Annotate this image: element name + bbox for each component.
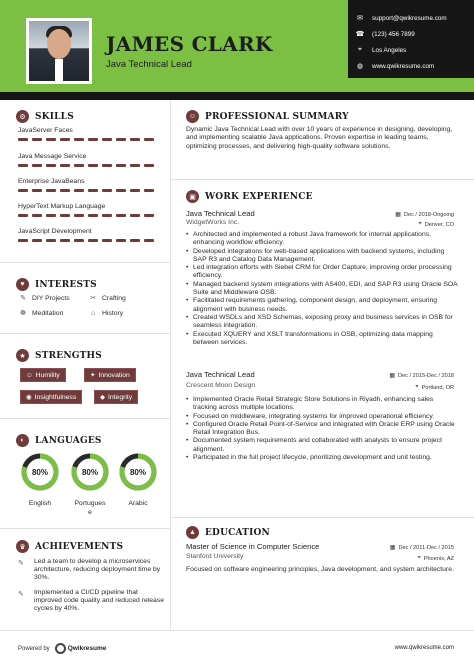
svg-text:80%: 80%: [31, 468, 49, 477]
profile-photo: [26, 18, 92, 84]
strengths-heading: ★ STRENGTHS: [16, 349, 102, 362]
education-location: ⌖ Phoenix, AZ: [417, 555, 454, 562]
globe-icon: ◍: [356, 63, 364, 70]
footer-branding[interactable]: Powered by Qwikresume: [18, 645, 107, 652]
contact-phone[interactable]: ☎ (123) 456 7899: [355, 30, 415, 38]
education-text: Focused on software engineering principles, Java development, and system architecture.: [186, 566, 454, 573]
list-item: • Managed backend system integrations with AS400, EDI, and SAP R3 using Oracle SOA Suite and Middleware OSB.: [186, 281, 458, 298]
job-company: Crescent Moon Design: [186, 382, 256, 389]
left-column: [0, 100, 170, 630]
svg-text:80%: 80%: [129, 468, 147, 477]
interest-item: ✎ DIY Projects: [18, 294, 88, 302]
list-item: • Executed XQUERY and XSLT transformations in OSB, optimizing data mapping between services.: [186, 331, 458, 348]
education-heading: ▲ EDUCATION: [186, 526, 270, 539]
skill-item: JavaScript Development: [18, 228, 158, 242]
job-company: WidgetWorks Inc.: [186, 219, 240, 226]
list-item: • Created WSDLs and XSD Schemas, exposing proxy and business services in OSB for seamless integration.: [186, 314, 458, 331]
location-icon: ⌖: [417, 555, 421, 561]
section-divider: [171, 517, 474, 518]
education-school: Stanford University: [186, 553, 244, 560]
phone-icon: ☎: [355, 31, 365, 38]
calendar-icon: ▦: [389, 545, 396, 551]
list-item: • Architected and implemented a robust Java framework for internal applications, enhancing workflow efficiency.: [186, 231, 458, 248]
strength-tag: ✦ Innovation: [84, 368, 136, 382]
languages-heading: ◐ LANGUAGES: [16, 434, 102, 447]
job-dates: ▦ Dec / 2015-Dec / 2018: [389, 372, 454, 379]
insight-icon: ◉: [26, 394, 32, 401]
qwikresume-logo-icon: [55, 643, 66, 654]
scissors-icon: ✂: [90, 295, 96, 302]
skill-item: Enterprise JavaBeans: [18, 178, 158, 192]
strength-tag: ◆ Integrity: [94, 390, 138, 404]
interest-item: ☸ Meditation: [19, 309, 64, 317]
skills-icon: ⚙: [16, 110, 29, 123]
candidate-role: Java Technical Lead: [106, 59, 192, 70]
humility-icon: ☺: [26, 371, 33, 379]
calendar-icon: ▦: [395, 212, 401, 218]
list-item: • Participated in the full project lifecycle, prioritizing development and unit testing.: [186, 454, 458, 462]
list-item: • Configured Oracle Retail Point-of-Service and integrated with Oracle ERP using Oracle Retail Integration Bus.: [186, 421, 458, 438]
achievements-heading: ♛ ACHIEVEMENTS: [16, 540, 123, 553]
location-icon: ⌖: [418, 221, 422, 227]
interests-heading: ♥ INTERESTS: [16, 278, 97, 291]
job-bullets: [186, 396, 458, 462]
achievement-item: ✎ Implemented a CI/CD pipeline that improved code quality and reduced release cycles by 40%.: [18, 589, 164, 613]
contact-location: ⌖ Los Angeles: [348, 42, 474, 58]
achievement-icon: ✎: [18, 591, 24, 598]
section-divider: [0, 418, 170, 419]
strength-tag: ◉ Insightfulness: [20, 390, 82, 404]
list-item: • Focused on middleware, integrating systems for improved operational efficiency.: [186, 413, 458, 421]
interest-item: ✂ Crafting: [88, 294, 158, 302]
svg-text:80%: 80%: [81, 468, 99, 477]
interests-row: [18, 309, 158, 317]
skill-item: HyperText Markup Language: [18, 203, 158, 217]
trophy-icon: ♛: [16, 540, 29, 553]
languages-icon: ◐: [16, 434, 29, 447]
resume-header: [0, 0, 474, 92]
list-item: • Developed integrations for web-based applications with backend systems, including SAP R3 and Catalog Data Management.: [186, 248, 458, 265]
location-icon: ⌖: [358, 46, 362, 53]
email-icon: ✉: [357, 15, 363, 22]
contact-email[interactable]: ✉ support@qwikresume.com: [348, 10, 474, 26]
list-item: • Led integration efforts with Siebel CRM for Order Capture, improving order processing efficiency.: [186, 264, 458, 281]
language-ring: [70, 452, 110, 492]
summary-text: Dynamic Java Technical Lead with over 10 years of experience in designing, developing, and implementing scalable Java applications. Proven expertise in leading teams, optimizing processes, and delivering high-quality software solutions.: [186, 126, 453, 150]
skill-item: Java Message Service: [18, 153, 158, 167]
skills-heading: ⚙ SKILLS: [16, 110, 74, 123]
experience-heading: ▣ WORK EXPERIENCE: [186, 190, 313, 203]
meditation-icon: ☸: [19, 310, 27, 317]
skill-rating: [18, 164, 158, 167]
name-block: [106, 32, 273, 70]
contact-panel: [348, 0, 474, 78]
footer-website-link[interactable]: www.qwikresume.com: [394, 645, 454, 651]
interests-icon: ♥: [16, 278, 29, 291]
job-title: Java Technical Lead: [186, 370, 255, 379]
section-divider: [0, 528, 170, 529]
list-item: • Implemented Oracle Retail Strategic Store Solutions in Riyadh, enhancing sales tracking across multiple locations.: [186, 396, 458, 413]
section-divider: [171, 179, 474, 180]
language-ring: [118, 452, 158, 492]
footer: [0, 630, 474, 670]
job-location: ⌖ Denver, CO: [418, 221, 454, 228]
location-icon: ⌖: [415, 384, 419, 390]
skill-rating: [18, 138, 158, 141]
skill-rating: [18, 239, 158, 242]
achievement-icon: ✎: [18, 560, 24, 567]
briefcase-icon: ▣: [186, 190, 199, 203]
tools-icon: ✎: [20, 295, 26, 302]
achievement-item: ✎ Led a team to develop a microservices architecture, reducing deployment time by 30%.: [18, 558, 161, 582]
job-bullets: [186, 231, 458, 347]
section-divider: [0, 262, 170, 263]
education-dates: ▦ Dec / 2011-Dec / 2015: [389, 544, 454, 551]
skill-rating: [18, 189, 158, 192]
calendar-icon: ▦: [389, 373, 396, 379]
summary-heading: ☺ PROFESSIONAL SUMMARY: [186, 110, 349, 123]
strength-tag: ☺ Humility: [20, 368, 66, 382]
candidate-name: JAMES CLARK: [106, 32, 273, 56]
list-item: • Facilitated requirements gathering, component design, and deployment, ensuring alignment with business needs.: [186, 297, 458, 314]
language-item: 80% Portugues e: [68, 452, 112, 517]
skill-rating: [18, 214, 158, 217]
job-title: Java Technical Lead: [186, 209, 255, 218]
contact-website[interactable]: ◍ www.qwikresume.com: [348, 58, 474, 74]
language-item: 80% Arabic: [116, 452, 160, 508]
section-divider: [0, 333, 170, 334]
interests-row: [18, 294, 158, 302]
innovation-icon: ✦: [90, 372, 96, 379]
header-strip: [0, 92, 474, 100]
job-location: ⌖ Portland, OR: [415, 384, 454, 391]
interest-item: ⌂ History: [88, 309, 158, 317]
language-item: 80% English: [18, 452, 62, 508]
history-icon: ⌂: [90, 309, 96, 317]
job-dates: ▦ Dec / 2018-Ongoing: [395, 211, 454, 218]
strengths-icon: ★: [16, 349, 29, 362]
integrity-icon: ◆: [100, 394, 105, 401]
skill-item: JavaServer Faces: [18, 127, 158, 141]
education-degree: Master of Science in Computer Science: [186, 542, 320, 551]
list-item: • Documented system requirements and collaborated with analysts to ensure project alignment.: [186, 437, 458, 454]
language-ring: [20, 452, 60, 492]
graduation-icon: ▲: [186, 526, 199, 539]
profile-icon: ☺: [186, 110, 199, 123]
